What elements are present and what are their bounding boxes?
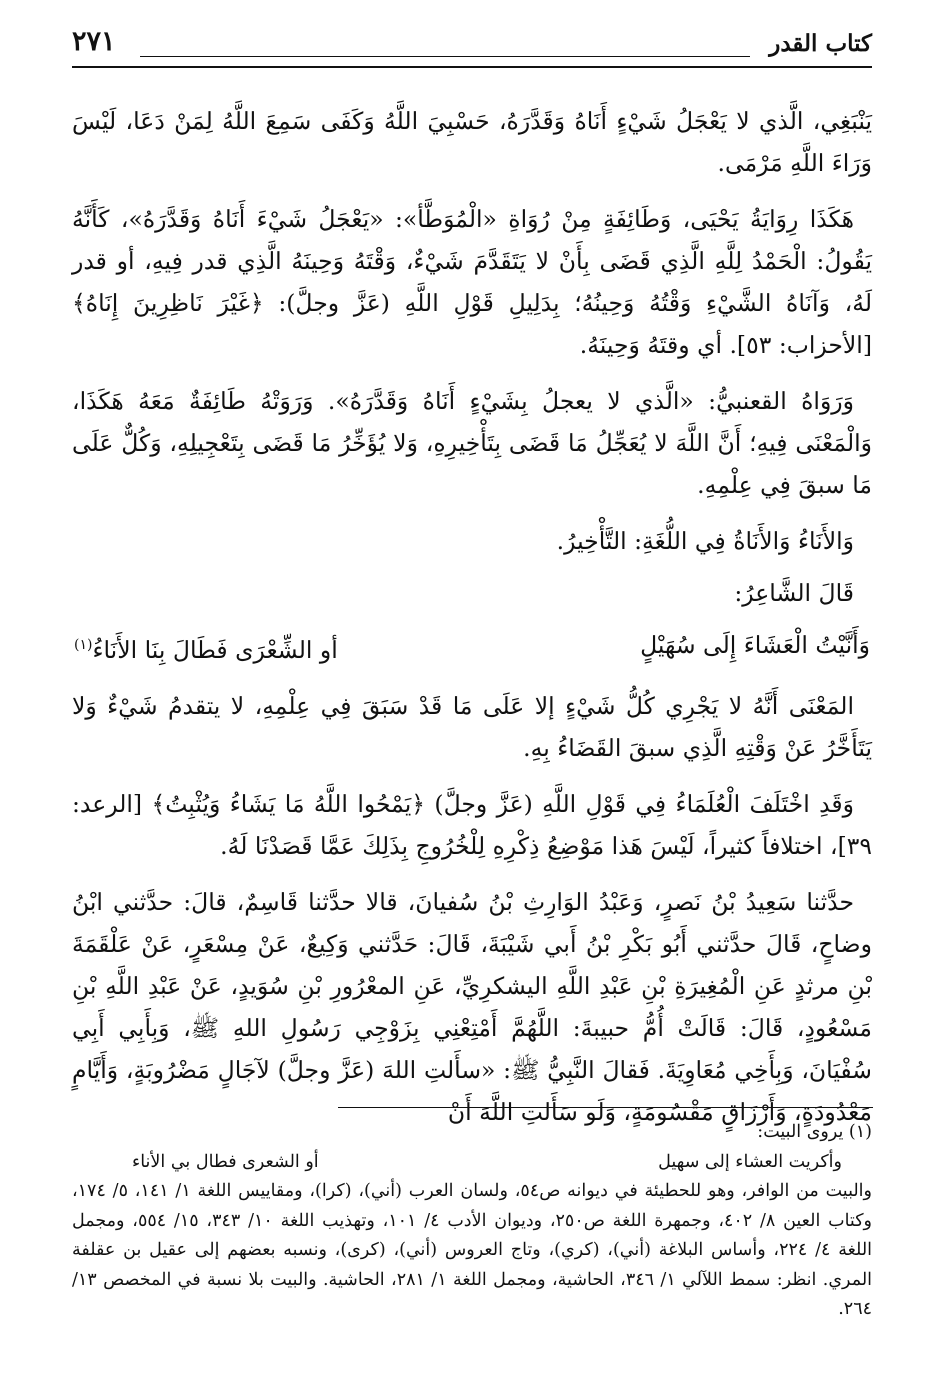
footnote-poem (72, 1148, 872, 1178)
footnote-label: (١) يروى البيت: (757, 1122, 872, 1142)
paragraph-5: قَالَ الشَّاعِرُ: (734, 579, 854, 607)
footnotes (72, 1118, 872, 1325)
paragraph-6: المَعْنَى أَنَّهُ لا يَجْرِي كُلُّ شَيْءٍ إلا عَلَى مَا قَدْ سَبَقَ فِي عِلْمِهِ، لا يتقدمُ شَيْءٌ وَلا يَتَأَخَّرُ عَنْ وَقْتِهِ الَّذِي سبقَ القَضَاءُ بِهِ. (72, 691, 872, 762)
paragraph-3: وَرَوَاهُ القعنبيُّ: «الَّذي لا يعجلُ بِشَيْءٍ أَنَاهُ وَقَدَّرَهُ». وَرَوَتْهُ طَائِفَةٌ مَعَهُ هَكَذَا، وَالْمَعْنَى فِيهِ؛ أَنَّ اللَّهَ لا يُعَجِّلُ مَا قَضَى بِتَأْخِيرِهِ، وَلا يُؤَخِّرُ مَا قَضَى بِتَعْجِيلِهِ، وَكُلٌّ عَلَى مَا سبقَ فِي عِلْمِهِ. (72, 387, 872, 499)
footnote-marker[interactable]: (١) (74, 637, 93, 653)
poem-second-hemistich (74, 624, 338, 671)
footnote-poem-first: وأكريت العشاء إلى سهيل (658, 1151, 842, 1172)
footnote-poem-second: أو الشعرى فطال بي الأناء (132, 1151, 319, 1172)
paragraph-7: وَقَدِ اخْتَلَفَ الْعُلَمَاءُ فِي قَوْلِ اللَّهِ (عَزَّ وجلَّ) ﴿يَمْحُوا اللَّهُ مَا يَشَاءُ وَيُثْبِتُ﴾ [الرعد: ٣٩]، اختلافاً كثيراً، لَيْسَ هَذا مَوْضِعُ ذِكْرِهِ لِلْخُرُوجِ بِذَلِكَ عَمَّا قَصَدْنَا لَهُ. (72, 789, 872, 860)
paragraph-8: حدَّثنا سَعِيدُ بْنُ نَصرٍ، وَعَبْدُ الوَارِثِ بْنُ سُفيانَ، قالا حدَّثنا قَاسِمٌ، قالَ: حدَّثني ابْنُ وضاحٍ، قَالَ حدَّثني أَبُو بَكْرِ بْنُ أَبي شَيْبَةَ، قَالَ: حَدَّثني وَكِيعٌ، عَنْ مِسْعَرٍ، عَنْ عَلْقَمَةَ بْنِ مرثدٍ عَنِ الْمُغِيرَةِ بْنِ عَبْدِ اللَّهِ اليشكرِيِّ، عَنِ المعْرُورِ بْنِ سُوَيدٍ، عَنْ عَبْدِ اللَّهِ بْنِ مَسْعُودٍ، قَالَ: قَالَتْ أُمُّ حبيبةَ: اللَّهُمَّ أَمْتِعْنِي بِزَوْجِي رَسُولِ اللهِ ﷺ، وَبِأَبِي أَبِي سُفْيَانَ، وَبِأَخِي مُعَاوِيَةَ. فَقالَ النَّبِيُّ ﷺ: «سأَلتِ اللهَ (عَزَّ وجلَّ) لآجَالٍ مَضْرُوبَةٍ، وَأَيَّامٍ مَعْدُودَةٍ، وَأَرْزَاقٍ مَقْسُومَةٍ، وَلَو سَأَلتِ اللَّهَ أَنْ (72, 887, 872, 1126)
poem-verse (72, 624, 872, 671)
header-divider-short (140, 56, 750, 57)
poem-second-hemistich-text: أو الشِّعْرَى فَطَالَ بِنَا الأَنَاءُ (92, 635, 338, 664)
paragraph-4: وَالأَنَاءُ وَالأَنَاةُ فِي اللُّغَةِ: التَّأْخِيرُ. (556, 527, 854, 555)
poem-first-hemistich: وَأَنَّيْتُ الْعَشَاءَ إِلَى سُهَيْلٍ (640, 631, 870, 659)
main-text (72, 100, 872, 1147)
running-title: كتاب القدر (769, 30, 872, 57)
page-number: ٢٧١ (72, 26, 116, 57)
footnote-separator (338, 1107, 873, 1108)
paragraph-2: هَكَذَا رِوَايَةُ يَحْيَى، وَطَائِفَةٍ مِنْ رُوَاةِ «الْمُوَطَّأ»: «يَعْجَلُ شَيْءَ أَنَاهُ وَقَدَّرَهُ»، كَأَنَّهُ يَقُولُ: الْحَمْدُ لِلَّهِ الَّذِي قَضَى بِأَنْ لا يَتَقَدَّمَ شَيْءٌ، وَقْتَهُ وَحِينَهُ الَّذِي قدر فِيهِ، أو قدر لَهُ، وَآنَاهُ الشَّيْءِ وَقْتُهُ وَحِينُهُ؛ بِدَلِيلِ قَوْلِ اللَّهِ (عَزَّ وجلَّ): ﴿غَيْرَ نَاظِرِينَ إِنَاهُ﴾ [الأحزاب: ٥٣]. أي وقتَهُ وَحِينَهُ. (72, 205, 872, 359)
paragraph-1: يَنْبَغِي، الَّذي لا يَعْجَلُ شَيْءٍ أَنَاهُ وَقَدَّرَهُ، حَسْبِيَ اللَّهُ وَكَفَى سَمِعَ اللَّهُ لِمَنْ دَعَا، لَيْسَ وَرَاءَ اللَّهِ مَرْمَى. (72, 107, 872, 177)
footnote-text: والبيت من الوافر، وهو للحطيئة في ديوانه ص٥٤، ولسان العرب (أني)، (كرا)، ومقاييس اللغة ١/ ١٤١، ٥/ ١٧٤، وكتاب العين ٨/ ٤٠٢، وجمهرة اللغة ص٢٥٠، وديوان الأدب ٤/ ١٠١، وتهذيب اللغة ١٠/ ٣٤٣، ١٥/ ٥٥٤، ومجمل اللغة ٤/ ٢٢٤، وأساس البلاغة (أني)، (كري)، وتاج العروس (أني)، (كرى)، ونسبه بعضهم إلى عقيل بن عقلفة المري. انظر: سمط اللآلي ١/ ٣٤٦، الحاشية، ومجمل اللغة ١/ ٢٨١، الحاشية. والبيت بلا نسبة في المخصص ١٣/ ٢٦٤. (72, 1181, 873, 1319)
header-rule (72, 66, 872, 68)
page-header (72, 22, 872, 72)
